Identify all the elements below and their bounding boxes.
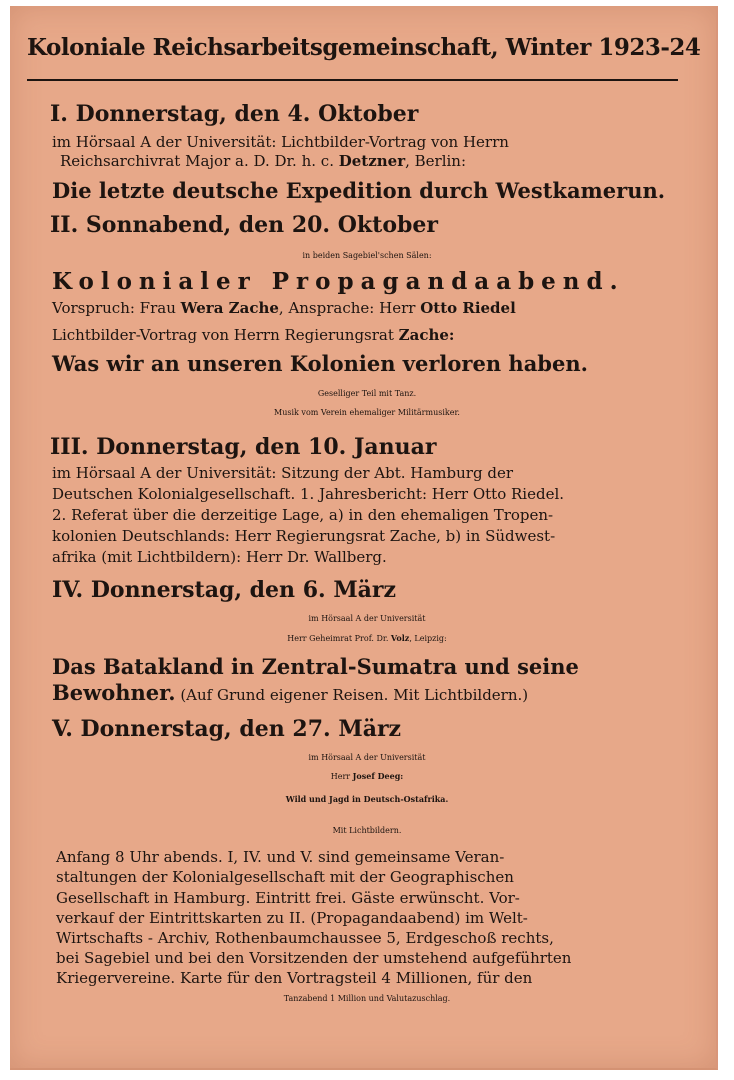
section-5-heading: V. Donnerstag, den 27. März: [52, 716, 402, 742]
footer-line-7: Kriegervereine. Karte für den Vortragsteil 4 Millionen, für den: [56, 969, 533, 987]
footer-line-8: Tanzabend 1 Million und Valutazuschlag.: [283, 994, 451, 1003]
footer-line-1: Anfang 8 Uhr abends. I, IV. und V. sind gemeinsame Veran-: [56, 848, 505, 866]
section-5-speaker: Herr Josef Deeg:: [330, 771, 404, 781]
section-1-talk-title: Die letzte deutsche Expedition durch Westkamerun.: [52, 178, 666, 203]
section-5-talk-title: Wild und Jagd in Deutsch-Ostafrika.: [285, 794, 449, 804]
section-3-line-4: kolonien Deutschlands: Herr Regierungsrat Zache, b) in Südwest-: [52, 527, 556, 545]
section-1-line-2: Reichsarchivrat Major a. D. Dr. h. c. Detzner, Berlin:: [60, 152, 467, 170]
section-4-venue: im Hörsaal A der Universität: [308, 614, 426, 623]
footer-line-2: staltungen der Kolonialgesellschaft mit der Geographischen: [56, 868, 514, 886]
section-2-heading: II. Sonnabend, den 20. Oktober: [50, 212, 438, 238]
section-5-note: Mit Lichtbildern.: [332, 826, 402, 835]
section-1-heading: I. Donnerstag, den 4. Oktober: [50, 101, 419, 127]
section-2-line-4: Musik vom Verein ehemaliger Militärmusiker.: [274, 408, 460, 417]
section-3-line-3: 2. Referat über die derzeitige Lage, a) in den ehemaligen Tropen-: [52, 506, 554, 524]
section-4-talk-title: Das Batakland in Zentral-Sumatra und seine: [52, 654, 579, 679]
section-2-line-2: Lichtbilder-Vortrag von Herrn Regierungsrat Zache:: [52, 326, 455, 344]
section-5-venue: im Hörsaal A der Universität: [308, 753, 426, 762]
section-2-line-3: Geselliger Teil mit Tanz.: [317, 389, 417, 398]
section-3-line-1: im Hörsaal A der Universität: Sitzung der Abt. Hamburg der: [52, 464, 513, 482]
title-underline: [27, 79, 678, 81]
section-4-speaker: Herr Geheimrat Prof. Dr. Volz, Leipzig:: [287, 633, 447, 643]
section-3-line-5: afrika (mit Lichtbildern): Herr Dr. Wallberg.: [52, 548, 387, 566]
section-2-venue: in beiden Sagebiel'schen Sälen:: [302, 251, 432, 260]
footer-line-3: Gesellschaft in Hamburg. Eintritt frei. Gäste erwünscht. Vor-: [56, 889, 520, 907]
section-3-line-2: Deutschen Kolonialgesellschaft. 1. Jahresbericht: Herr Otto Riedel.: [52, 485, 565, 503]
section-2-line-1: Vorspruch: Frau Wera Zache, Ansprache: Herr Otto Riedel: [52, 299, 516, 317]
section-1-line-1: im Hörsaal A der Universität: Lichtbilder-Vortrag von Herrn: [52, 133, 509, 151]
section-2-event-title: Kolonialer Propagandaabend.: [52, 268, 625, 295]
footer-line-4: verkauf der Eintrittskarten zu II. (Propagandaabend) im Welt-: [56, 909, 528, 927]
section-4-heading: IV. Donnerstag, den 6. März: [52, 577, 397, 603]
footer-line-5: Wirtschafts - Archiv, Rothenbaumchaussee 5, Erdgeschoß rechts,: [56, 929, 554, 947]
section-4-talk-line-2: Bewohner. (Auf Grund eigener Reisen. Mit Lichtbildern.): [52, 680, 529, 705]
section-2-talk-title: Was wir an unseren Kolonien verloren haben.: [52, 351, 588, 376]
section-3-heading: III. Donnerstag, den 10. Januar: [50, 434, 437, 460]
footer-line-6: bei Sagebiel und bei den Vorsitzenden der umstehend aufgeführten: [56, 949, 572, 967]
document-title: Koloniale Reichsarbeitsgemeinschaft, Winter 1923-24: [27, 34, 701, 61]
